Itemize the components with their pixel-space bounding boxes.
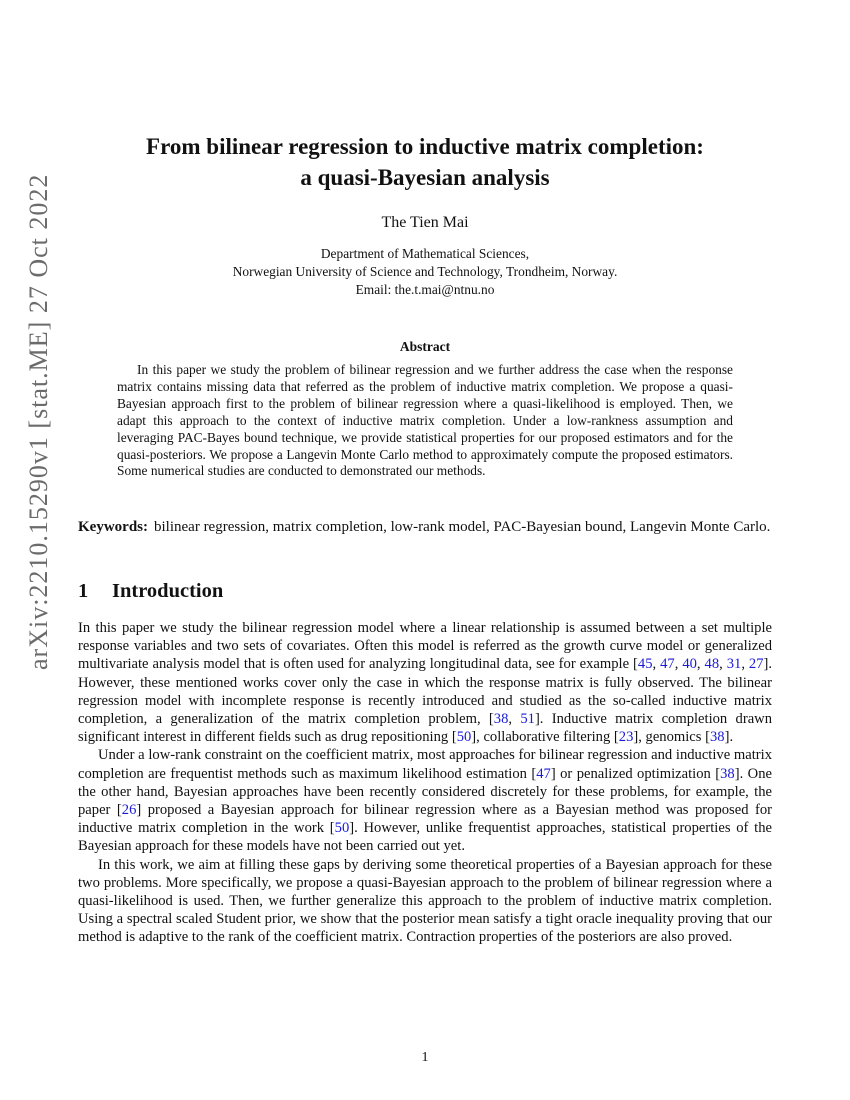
title-line-1: From bilinear regression to inductive matrix completion: xyxy=(146,134,704,159)
paragraph-3: In this work, we aim at filling these gaps by deriving some theoretical properties of a Bayesian approach for these two problems. More specifically, we propose a quasi-Bayesian approach to the problem of bilinear regression where a quasi-likelihood is used. Then, we further generalize this approach to the problem of inductive matrix completion. Using a spectral scaled Student prior, we show that the posterior mean satisfy a tight oracle inequality proving that our method is adaptive to the rank of the coefficient matrix. Contraction properties of the posteriors are also proved. xyxy=(78,856,772,946)
affiliation-department: Department of Mathematical Sciences, xyxy=(320,246,530,261)
citation-link[interactable]: 48 xyxy=(704,656,720,673)
affiliation-university: Norwegian University of Science and Technology, Trondheim, Norway. xyxy=(232,264,618,279)
citation-link[interactable]: 47 xyxy=(660,656,675,673)
author-email: Email: the.t.mai@ntnu.no xyxy=(355,282,495,297)
citation-link[interactable]: 47 xyxy=(536,765,551,782)
paragraph-text: In this paper we study the bilinear regression model where a linear relationship is assumed between a set multiple response variables and two sets of covariates. Often this model is referred as the growth curve model or generalized multivariate analysis model that is often used for analyzing longitudinal data, see for example [ xyxy=(78,620,772,673)
arxiv-identifier-stamp: arXiv:2210.15290v1 [stat.ME] 27 Oct 2022 xyxy=(24,173,53,670)
affiliation-block xyxy=(78,245,772,299)
page-number: 1 xyxy=(421,1050,429,1065)
paragraph-text: ]. xyxy=(724,729,734,746)
keywords-block xyxy=(78,518,772,537)
citation-link[interactable]: 31 xyxy=(726,656,742,673)
paragraph-1: In this paper we study the bilinear regression model where a linear relationship is assumed between a set multiple response variables and two sets of covariates. Often this model is referred as the growth curve model or generalized multivariate analysis model that is often used for analyzing longitudinal data, see for example [45, 47, 40, 48, 31, 27]. However, these mentioned works cover only the case in which the response matrix is fully observed. The bilinear regression model with incomplete response is recently introduced and studied as the so-called inductive matrix completion, a generalization of the matrix completion problem, [38, 51]. Inductive matrix completion drawn significant interest in different fields such as drug repositioning [50], collaborative filtering [23], genomics [38]. xyxy=(78,620,773,746)
title-line-2: a quasi-Bayesian analysis xyxy=(300,165,550,190)
section-heading-introduction xyxy=(78,580,223,603)
citation-link[interactable]: 38 xyxy=(493,711,509,728)
introduction-body xyxy=(78,619,772,947)
paper-title xyxy=(78,131,772,193)
section-title: Introduction xyxy=(112,580,224,602)
paragraph-text: ], collaborative filtering [ xyxy=(471,729,619,746)
keywords-label: Keywords: xyxy=(78,519,148,535)
citation-link[interactable]: 26 xyxy=(121,802,137,819)
paragraph-text: ] proposed a Bayesian approach for bilinear regression where as a Bayesian method was proposed for inductive matrix completion in the work [ xyxy=(78,802,773,837)
paragraph-text: ]. One the other hand, Bayesian approaches have been recently considered discretely for these problems, for example, the paper [ xyxy=(78,765,772,819)
paragraph-2 xyxy=(78,746,772,855)
abstract-heading: Abstract xyxy=(399,339,451,354)
paragraph-text: ]. However, unlike frequentist approaches, statistical properties of the Bayesian approach for these models have not been carried out yet. xyxy=(78,820,773,855)
paragraph-text: ]. Inductive matrix completion drawn significant interest in different fields such as drug repositioning [ xyxy=(78,711,773,746)
keywords-text: bilinear regression, matrix completion, low-rank model, PAC-Bayesian bound, Langevin Monte Carlo. xyxy=(154,519,771,535)
paragraph-text: Under a low-rank constraint on the coefficient matrix, most approaches for bilinear regression and inductive matrix completion are frequentist methods such as maximum likelihood estimation [ xyxy=(78,747,772,782)
citation-link[interactable]: 23 xyxy=(618,729,634,746)
citation-link[interactable]: 50 xyxy=(334,820,350,837)
paragraph-text: ], genomics [ xyxy=(633,729,710,746)
abstract-text: In this paper we study the problem of bilinear regression and we further address the case when the response matrix contains missing data that referred as the problem of inductive matrix completion. We propose a quasi-Bayesian approach first to the problem of bilinear regression where a quasi-likelihood is employed. Then, we adapt this approach to the context of inductive matrix completion. Under a low-rankness assumption and leveraging PAC-Bayes bound technique, we provide statistical properties for our proposed estimators and for the quasi-posteriors. We propose a Langevin Monte Carlo method to approximately compute the proposed estimators. Some numerical studies are conducted to demonstrated our methods. xyxy=(117,362,733,479)
paragraph-text: ]. However, these mentioned works cover only the case in which the response matrix is fully observed. The bilinear regression model with incomplete response is recently introduced and studied as the so-called inductive matrix completion, a generalization of the matrix completion problem, [ xyxy=(78,656,773,728)
citation-link[interactable]: 27 xyxy=(748,656,764,673)
citation-link[interactable]: 38 xyxy=(720,765,735,782)
author-name: The Tien Mai xyxy=(381,214,469,231)
paragraph-text: ] or penalized optimization [ xyxy=(550,765,721,782)
section-number: 1 xyxy=(78,580,89,602)
citation-link[interactable]: 45 xyxy=(637,656,653,673)
citation-link[interactable]: 38 xyxy=(709,729,725,746)
citation-link[interactable]: 50 xyxy=(456,729,472,746)
citation-link[interactable]: 40 xyxy=(682,656,697,673)
citation-link[interactable]: 51 xyxy=(520,711,535,728)
